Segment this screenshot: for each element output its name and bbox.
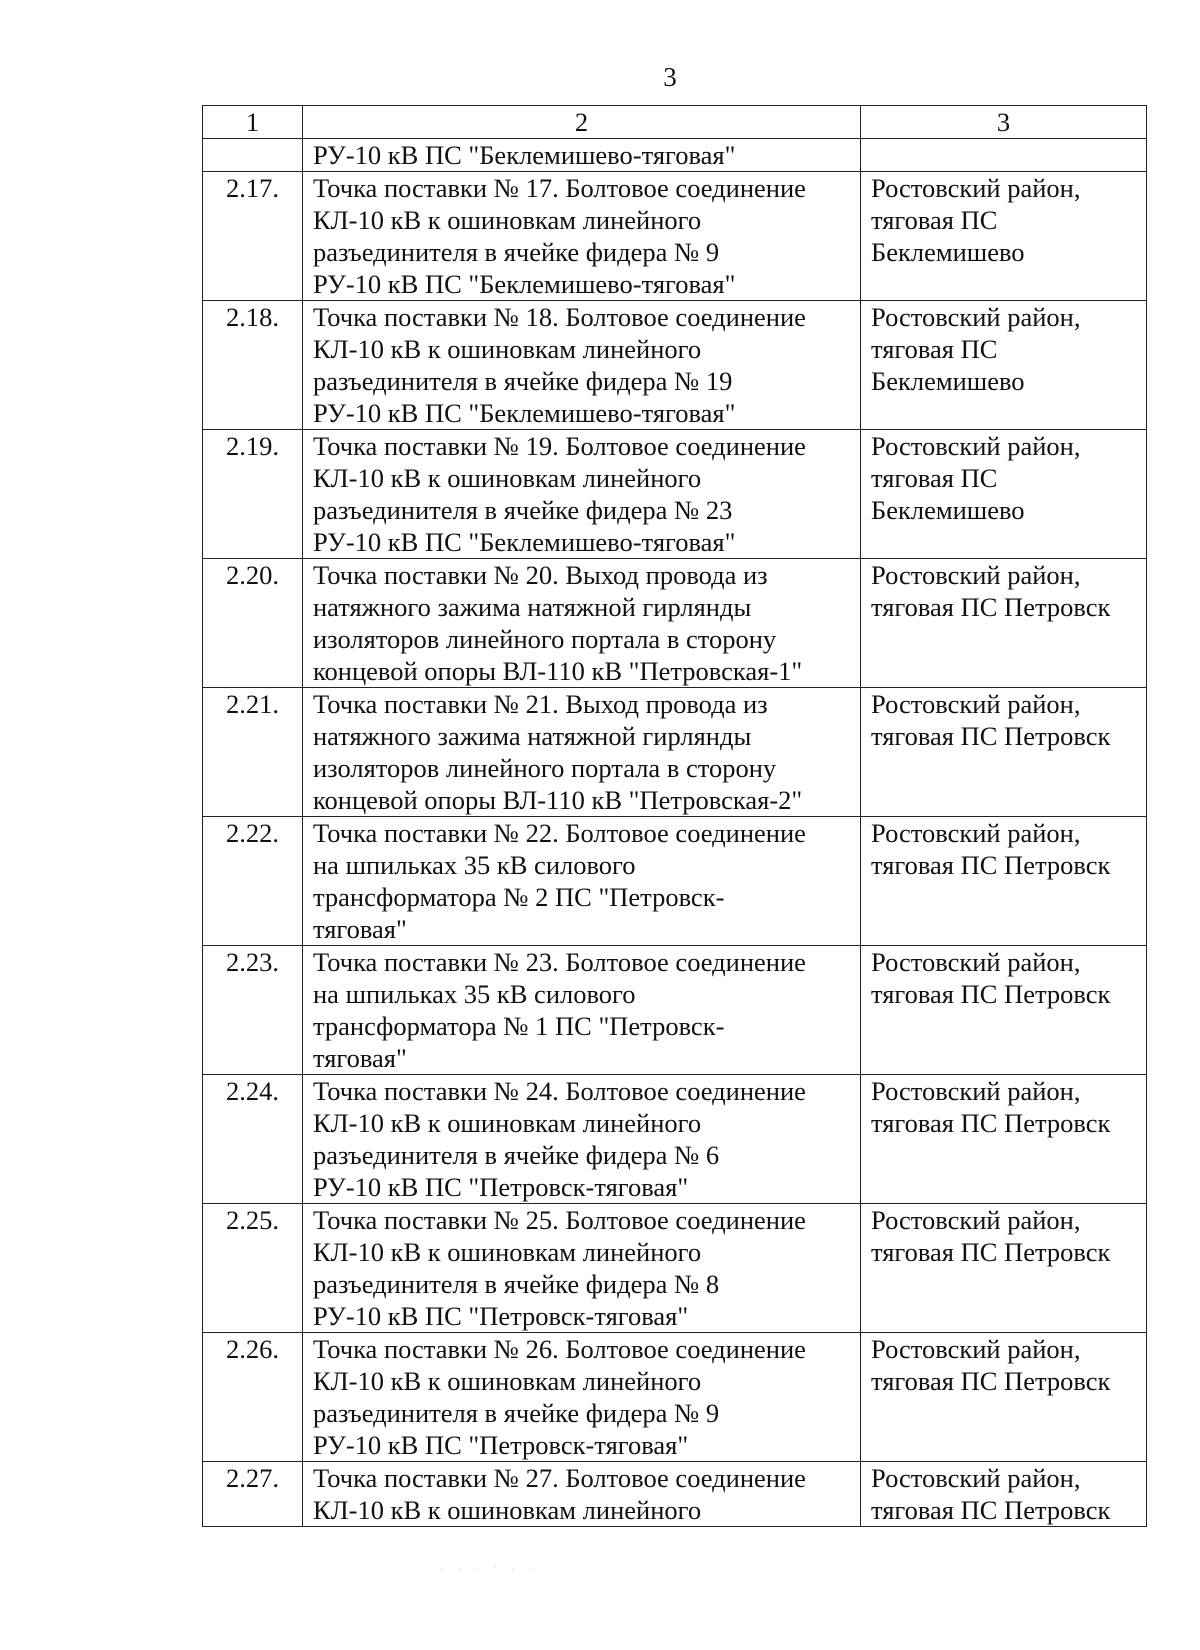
location-cell	[861, 430, 1147, 559]
row-number-cell: 2.25.	[203, 1204, 303, 1333]
description-cell	[303, 139, 861, 172]
description-cell	[303, 1075, 861, 1204]
location-line: Ростовский район,	[871, 818, 1081, 848]
scan-noise: · · · ˙ · ·	[440, 1565, 539, 1576]
description-line: разъединителя в ячейке фидера № 19	[313, 366, 733, 396]
description-line: концевой опоры ВЛ-110 кВ "Петровская-2"	[313, 785, 803, 815]
description-line: концевой опоры ВЛ-110 кВ "Петровская-1"	[313, 656, 803, 686]
description-cell	[303, 559, 861, 688]
description-line: Точка поставки № 23. Болтовое соединение	[313, 947, 806, 977]
description-line: КЛ-10 кВ к ошиновкам линейного	[313, 1108, 702, 1138]
description-line: Точка поставки № 19. Болтовое соединение	[313, 431, 806, 461]
location-line: тяговая ПС Петровск	[871, 1495, 1111, 1525]
table-row	[203, 1333, 1147, 1462]
location-cell	[861, 172, 1147, 301]
description-line: Точка поставки № 27. Болтовое соединение	[313, 1463, 806, 1493]
description-line: РУ-10 кВ ПС "Петровск-тяговая"	[313, 1172, 689, 1202]
description-cell	[303, 301, 861, 430]
location-cell	[861, 1075, 1147, 1204]
table-row	[203, 559, 1147, 688]
row-number-cell: 2.23.	[203, 946, 303, 1075]
table-row	[203, 688, 1147, 817]
description-line: Точка поставки № 18. Болтовое соединение	[313, 302, 806, 332]
description-line: натяжного зажима натяжной гирлянды	[313, 592, 752, 622]
description-line: Точка поставки № 20. Выход провода из	[313, 560, 768, 590]
description-line: трансформатора № 2 ПС "Петровск-	[313, 882, 725, 912]
row-number-cell: 2.21.	[203, 688, 303, 817]
location-cell	[861, 1204, 1147, 1333]
description-line: РУ-10 кВ ПС "Беклемишево-тяговая"	[313, 269, 736, 299]
description-cell	[303, 430, 861, 559]
description-line: КЛ-10 кВ к ошиновкам линейного	[313, 1495, 702, 1525]
column-header: 1	[203, 106, 303, 139]
location-line: Ростовский район,	[871, 947, 1081, 977]
description-cell	[303, 172, 861, 301]
table-row	[203, 172, 1147, 301]
row-number-cell: 2.17.	[203, 172, 303, 301]
description-line: трансформатора № 1 ПС "Петровск-	[313, 1011, 725, 1041]
location-cell	[861, 1333, 1147, 1462]
description-line: Точка поставки № 24. Болтовое соединение	[313, 1076, 806, 1106]
location-line: Ростовский район,	[871, 560, 1081, 590]
location-line: Беклемишево	[871, 366, 1025, 396]
description-line: разъединителя в ячейке фидера № 23	[313, 495, 733, 525]
location-line: Ростовский район,	[871, 1463, 1081, 1493]
row-number-cell: 2.24.	[203, 1075, 303, 1204]
description-cell	[303, 817, 861, 946]
description-line: тяговая"	[313, 1043, 407, 1073]
description-line: РУ-10 кВ ПС "Беклемишево-тяговая"	[313, 398, 736, 428]
description-line: Точка поставки № 25. Болтовое соединение	[313, 1205, 806, 1235]
description-cell	[303, 1462, 861, 1527]
location-line: тяговая ПС Петровск	[871, 850, 1111, 880]
row-number-cell: 2.26.	[203, 1333, 303, 1462]
row-number-cell: 2.18.	[203, 301, 303, 430]
description-line: РУ-10 кВ ПС "Беклемишево-тяговая"	[313, 140, 736, 170]
location-line: Ростовский район,	[871, 431, 1081, 461]
row-number-cell: 2.20.	[203, 559, 303, 688]
description-cell	[303, 688, 861, 817]
column-header: 3	[861, 106, 1147, 139]
table-header-row	[203, 106, 1147, 139]
description-line: Точка поставки № 26. Болтовое соединение	[313, 1334, 806, 1364]
table-row	[203, 1462, 1147, 1527]
description-line: разъединителя в ячейке фидера № 6	[313, 1140, 720, 1170]
description-line: КЛ-10 кВ к ошиновкам линейного	[313, 1366, 702, 1396]
location-line: Ростовский район,	[871, 1334, 1081, 1364]
description-cell	[303, 1333, 861, 1462]
description-line: натяжного зажима натяжной гирлянды	[313, 721, 752, 751]
location-cell	[861, 946, 1147, 1075]
description-line: разъединителя в ячейке фидера № 8	[313, 1269, 720, 1299]
description-line: изоляторов линейного портала в сторону	[313, 753, 777, 783]
column-header: 2	[303, 106, 861, 139]
row-number-cell: 2.27.	[203, 1462, 303, 1527]
location-line: тяговая ПС	[871, 205, 998, 235]
description-line: Точка поставки № 21. Выход провода из	[313, 689, 768, 719]
location-line: тяговая ПС Петровск	[871, 979, 1111, 1009]
table-body	[203, 139, 1147, 1527]
description-cell	[303, 1204, 861, 1333]
row-number-cell: 2.22.	[203, 817, 303, 946]
location-line: тяговая ПС Петровск	[871, 721, 1111, 751]
location-line: тяговая ПС	[871, 334, 998, 364]
description-line: КЛ-10 кВ к ошиновкам линейного	[313, 205, 702, 235]
page-number: 3	[663, 62, 677, 92]
description-line: на шпильках 35 кВ силового	[313, 850, 636, 880]
location-cell	[861, 301, 1147, 430]
location-line: Беклемишево	[871, 495, 1025, 525]
description-line: тяговая"	[313, 914, 407, 944]
description-line: изоляторов линейного портала в сторону	[313, 624, 777, 654]
description-line: разъединителя в ячейке фидера № 9	[313, 1398, 720, 1428]
description-line: разъединителя в ячейке фидера № 9	[313, 237, 720, 267]
description-line: КЛ-10 кВ к ошиновкам линейного	[313, 1237, 702, 1267]
table-row	[203, 1204, 1147, 1333]
location-line: тяговая ПС Петровск	[871, 1108, 1111, 1138]
location-line: Ростовский район,	[871, 1076, 1081, 1106]
description-line: РУ-10 кВ ПС "Беклемишево-тяговая"	[313, 527, 736, 557]
table-row	[203, 139, 1147, 172]
location-cell	[861, 817, 1147, 946]
location-line: Беклемишево	[871, 237, 1025, 267]
location-line: Ростовский район,	[871, 689, 1081, 719]
description-cell	[303, 946, 861, 1075]
location-cell	[861, 559, 1147, 688]
location-line: тяговая ПС Петровск	[871, 1366, 1111, 1396]
table-row	[203, 430, 1147, 559]
table-row	[203, 1075, 1147, 1204]
location-line: Ростовский район,	[871, 1205, 1081, 1235]
row-number-cell: 2.19.	[203, 430, 303, 559]
location-line: Ростовский район,	[871, 302, 1081, 332]
table-row	[203, 946, 1147, 1075]
description-line: РУ-10 кВ ПС "Петровск-тяговая"	[313, 1301, 689, 1331]
delivery-points-table	[202, 105, 1147, 1527]
location-line: тяговая ПС Петровск	[871, 1237, 1111, 1267]
description-line: на шпильках 35 кВ силового	[313, 979, 636, 1009]
description-line: КЛ-10 кВ к ошиновкам линейного	[313, 463, 702, 493]
description-line: РУ-10 кВ ПС "Петровск-тяговая"	[313, 1430, 689, 1460]
description-line: КЛ-10 кВ к ошиновкам линейного	[313, 334, 702, 364]
location-line: тяговая ПС	[871, 463, 998, 493]
location-line: тяговая ПС Петровск	[871, 592, 1111, 622]
description-line: Точка поставки № 22. Болтовое соединение	[313, 818, 806, 848]
location-cell	[861, 139, 1147, 172]
row-number-cell	[203, 139, 303, 172]
description-line: Точка поставки № 17. Болтовое соединение	[313, 173, 806, 203]
table-row	[203, 301, 1147, 430]
location-line: Ростовский район,	[871, 173, 1081, 203]
location-cell	[861, 1462, 1147, 1527]
location-cell	[861, 688, 1147, 817]
table-row	[203, 817, 1147, 946]
